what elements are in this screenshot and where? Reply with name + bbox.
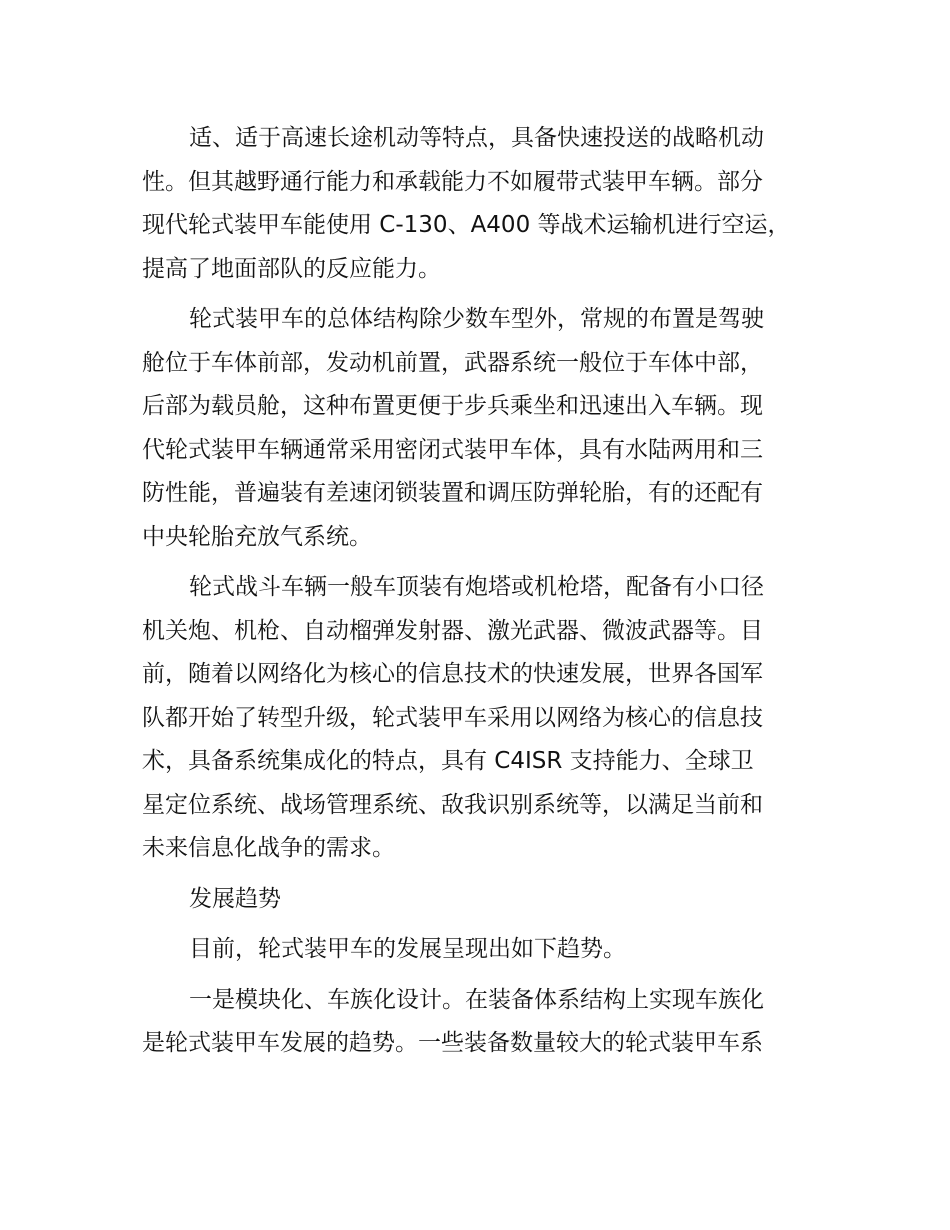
paragraph-3 — [142, 566, 822, 871]
text-line: 未来信息化战争的需求。 — [142, 835, 395, 861]
paragraph-2 — [142, 298, 822, 559]
heading-text: 发展趋势 — [189, 885, 281, 912]
body-text — [142, 117, 822, 1073]
text-line: 轮式装甲车的总体结构除少数车型外，常规的布置是驾驶 — [189, 306, 764, 332]
text-line: 舱位于车体前部，发动机前置，武器系统一般位于车体中部， — [142, 349, 763, 376]
section-heading — [142, 878, 822, 922]
paragraph-4 — [142, 928, 822, 972]
text-line: 代轮式装甲车辆通常采用密闭式装甲车体，具有水陆两用和三 — [142, 436, 763, 463]
text-line: 提高了地面部队的反应能力。 — [142, 255, 441, 282]
text-line: 后部为载员舱，这种布置更便于步兵乘坐和迅速出入车辆。现 — [142, 393, 763, 419]
text-line: 防性能，普遍装有差速闭锁装置和调压防弹轮胎，有的还配有 — [142, 480, 763, 506]
text-line: 中央轮胎充放气系统。 — [142, 523, 372, 550]
text-line: 性。但其越野通行能力和承载能力不如履带式装甲车辆。部分 — [142, 168, 763, 195]
text-line: 前，随着以网络化为核心的信息技术的快速发展，世界各国军 — [142, 661, 763, 687]
text-line: 队都开始了转型升级，轮式装甲车采用以网络为核心的信息技 — [142, 704, 763, 731]
text-line: 机关炮、机枪、自动榴弹发射器、激光武器、微波武器等。目 — [142, 617, 763, 644]
text-line: 星定位系统、战场管理系统、敌我识别系统等，以满足当前和 — [142, 791, 763, 818]
text-line: 是轮式装甲车发展的趋势。一些装备数量较大的轮式装甲车系 — [142, 1030, 763, 1056]
text-line: 术，具备系统集成化的特点，具有 C4ISR 支持能力、全球卫 — [142, 748, 754, 774]
paragraph-5 — [142, 979, 822, 1066]
text-line: 轮式战斗车辆一般车顶装有炮塔或机枪塔，配备有小口径 — [189, 574, 764, 600]
paragraph-1 — [142, 117, 822, 291]
text-line: 现代轮式装甲车能使用 C-130、A400 等战术运输机进行空运， — [142, 212, 791, 238]
text-line: 目前，轮式装甲车的发展呈现出如下趋势。 — [189, 936, 626, 962]
text-line: 适、适于高速长途机动等特点，具备快速投送的战略机动 — [189, 125, 764, 151]
text-line: 一是模块化、车族化设计。在装备体系结构上实现车族化 — [189, 986, 764, 1013]
